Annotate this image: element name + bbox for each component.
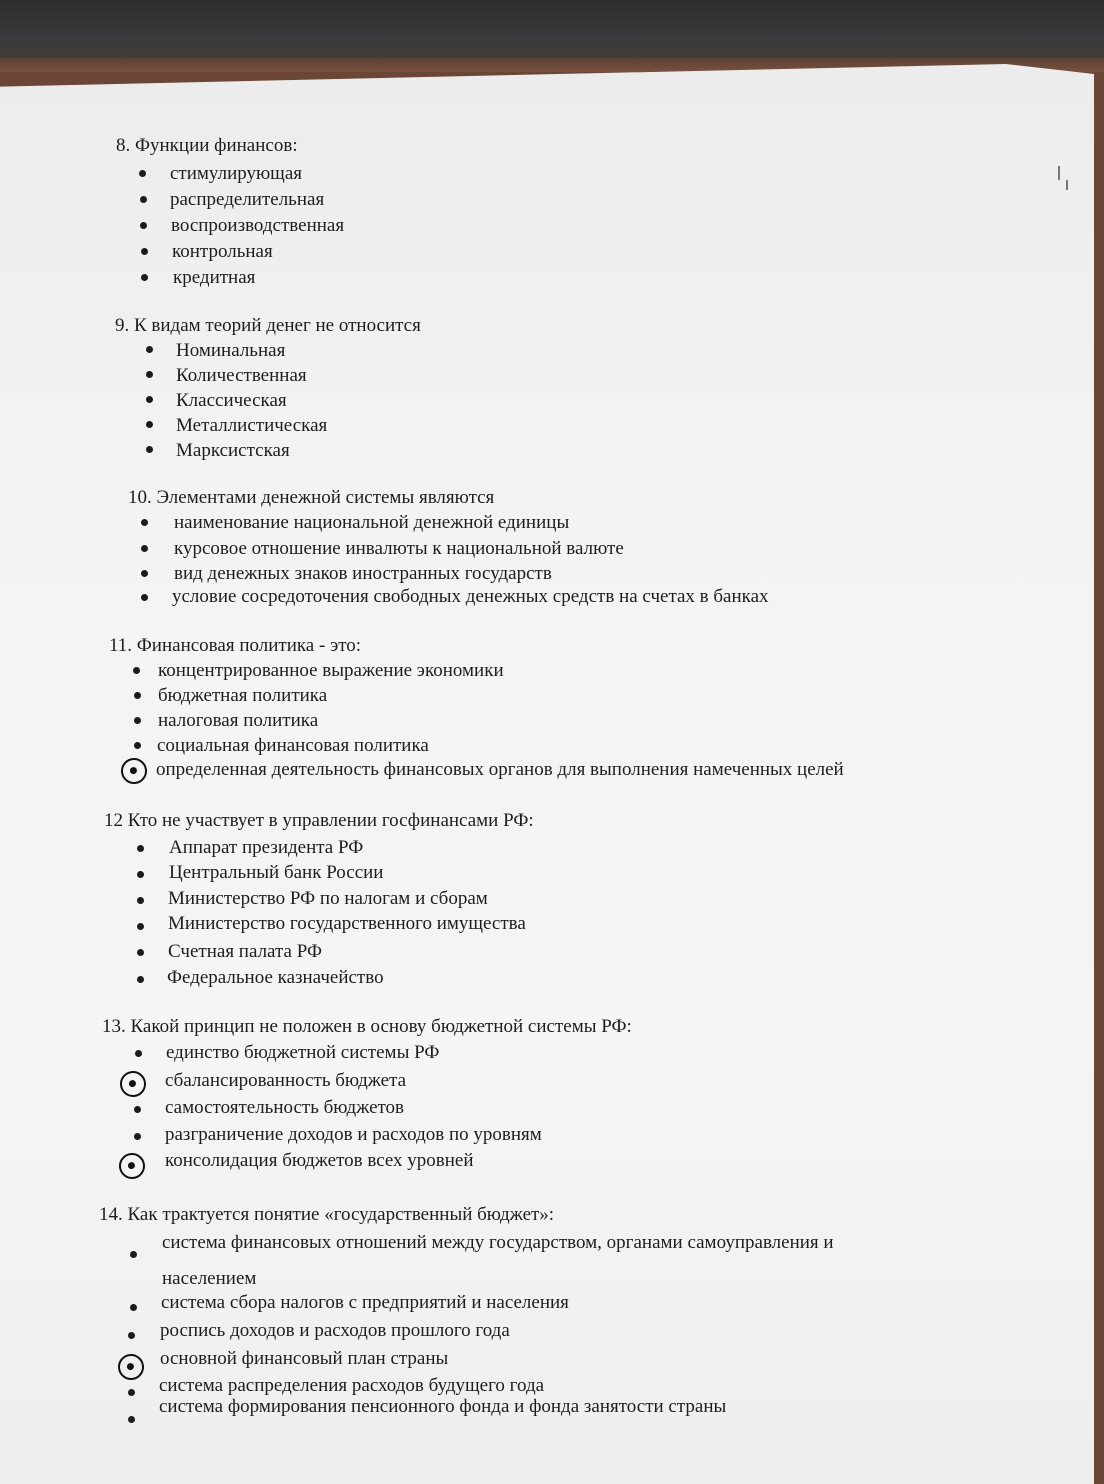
answer-option: Аппарат президента РФ <box>169 837 364 858</box>
question-text: Элементами денежной системы являются <box>156 487 495 508</box>
question-number: 14. <box>99 1204 123 1225</box>
question-number: 13. <box>102 1016 126 1037</box>
question-12-title <box>104 811 534 830</box>
bullet-icon <box>141 519 148 526</box>
bullet-icon <box>141 248 148 255</box>
bullet-icon <box>146 371 153 378</box>
question-text: Кто не участвует в управлении госфинансами РФ: <box>127 810 534 831</box>
bullet-icon <box>135 1050 142 1057</box>
bullet-icon <box>146 346 153 353</box>
answer-option: единство бюджетной системы РФ <box>166 1042 440 1063</box>
bullet-icon <box>140 222 147 229</box>
question-number: 10. <box>128 487 152 508</box>
answer-option: Счетная палата РФ <box>168 941 322 962</box>
bullet-icon <box>137 976 144 983</box>
answer-option: система сбора налогов с предприятий и населения <box>161 1292 569 1313</box>
answer-option: кредитная <box>173 267 256 288</box>
answer-option: разграничение доходов и расходов по уровням <box>165 1124 542 1145</box>
bullet-icon <box>141 274 148 281</box>
question-10-title <box>128 488 494 507</box>
bullet-icon <box>133 667 140 674</box>
answer-option: социальная финансовая политика <box>157 735 429 756</box>
bullet-icon <box>128 1389 135 1396</box>
answer-option: контрольная <box>172 241 273 262</box>
question-text: К видам теорий денег не относится <box>134 315 421 336</box>
bullet-icon <box>134 717 141 724</box>
answer-option: Министерство РФ по налогам и сборам <box>168 888 488 909</box>
circled-answer-mark <box>118 1069 147 1098</box>
bullet-icon <box>137 949 144 956</box>
answer-option: консолидация бюджетов всех уровней <box>165 1150 474 1171</box>
bullet-icon <box>146 446 153 453</box>
bullet-icon <box>146 396 153 403</box>
answer-option: Металлистическая <box>176 415 328 436</box>
answer-option: самостоятельность бюджетов <box>165 1097 405 1118</box>
answer-option: система финансовых отношений между государством, органами самоуправления и <box>162 1232 834 1253</box>
bullet-icon <box>137 897 144 904</box>
question-number: 9. <box>115 315 130 336</box>
answer-option: стимулирующая <box>170 163 302 184</box>
answer-option: Федеральное казначейство <box>167 967 384 988</box>
question-11-title <box>109 636 361 655</box>
answer-option: Марксистская <box>176 440 290 461</box>
question-number: 12 <box>104 810 123 831</box>
bullet-icon <box>140 196 147 203</box>
circled-answer-mark <box>116 1352 145 1381</box>
bullet-icon <box>141 570 148 577</box>
bullet-icon <box>128 1416 135 1423</box>
answer-option-continuation: населением <box>162 1268 257 1289</box>
answer-option: наименование национальной денежной единицы <box>174 512 570 533</box>
bullet-icon <box>134 692 141 699</box>
answer-option: вид денежных знаков иностранных государств <box>174 563 552 584</box>
bullet-icon <box>134 1106 141 1113</box>
question-14-title <box>99 1205 554 1224</box>
answer-option: система формирования пенсионного фонда и фонда занятости страны <box>159 1396 727 1417</box>
question-text: Как трактуется понятие «государственный бюджет»: <box>127 1204 555 1225</box>
answer-option: определенная деятельность финансовых органов для выполнения намеченных целей <box>156 759 844 780</box>
answer-option: концентрированное выражение экономики <box>158 660 504 681</box>
answer-option: Министерство государственного имущества <box>168 913 526 934</box>
bullet-icon <box>146 421 153 428</box>
bullet-icon <box>128 1332 135 1339</box>
answer-option: бюджетная политика <box>158 685 328 706</box>
answer-option: основной финансовый план страны <box>160 1348 449 1369</box>
answer-option: воспроизводственная <box>171 215 345 236</box>
question-text: Функции финансов: <box>135 135 298 156</box>
question-text: Финансовая политика - это: <box>136 635 362 656</box>
answer-option: курсовое отношение инвалюты к национальной валюте <box>174 538 624 559</box>
question-text: Какой принцип не положен в основу бюджетной системы РФ: <box>130 1016 632 1037</box>
answer-option: система распределения расходов будущего года <box>159 1375 545 1396</box>
question-number: 8. <box>116 135 131 156</box>
bullet-icon <box>139 170 146 177</box>
bullet-icon <box>141 594 148 601</box>
bullet-icon <box>134 742 141 749</box>
answer-option: распределительная <box>170 189 325 210</box>
answer-option: Центральный банк России <box>169 862 384 883</box>
bullet-icon <box>130 1304 137 1311</box>
answer-option: Классическая <box>176 390 287 411</box>
answer-option: Количественная <box>176 365 307 386</box>
bullet-icon <box>137 845 144 852</box>
circled-answer-mark <box>117 1151 146 1180</box>
answer-option: роспись доходов и расходов прошлого года <box>160 1320 510 1341</box>
bullet-icon <box>137 871 144 878</box>
bullet-icon <box>137 923 144 930</box>
bullet-icon <box>134 1133 141 1140</box>
question-13-title <box>102 1017 632 1036</box>
bullet-icon <box>141 545 148 552</box>
answer-option: Номинальная <box>176 340 286 361</box>
question-number: 11. <box>109 635 133 656</box>
answer-option: условие сосредоточения свободных денежных средств на счетах в банках <box>172 586 769 607</box>
circled-answer-mark <box>119 756 148 785</box>
answer-option: сбалансированность бюджета <box>165 1070 407 1091</box>
bullet-icon <box>130 1251 137 1258</box>
question-9-title <box>115 316 421 335</box>
question-8-title <box>116 136 298 155</box>
answer-option: налоговая политика <box>158 710 319 731</box>
